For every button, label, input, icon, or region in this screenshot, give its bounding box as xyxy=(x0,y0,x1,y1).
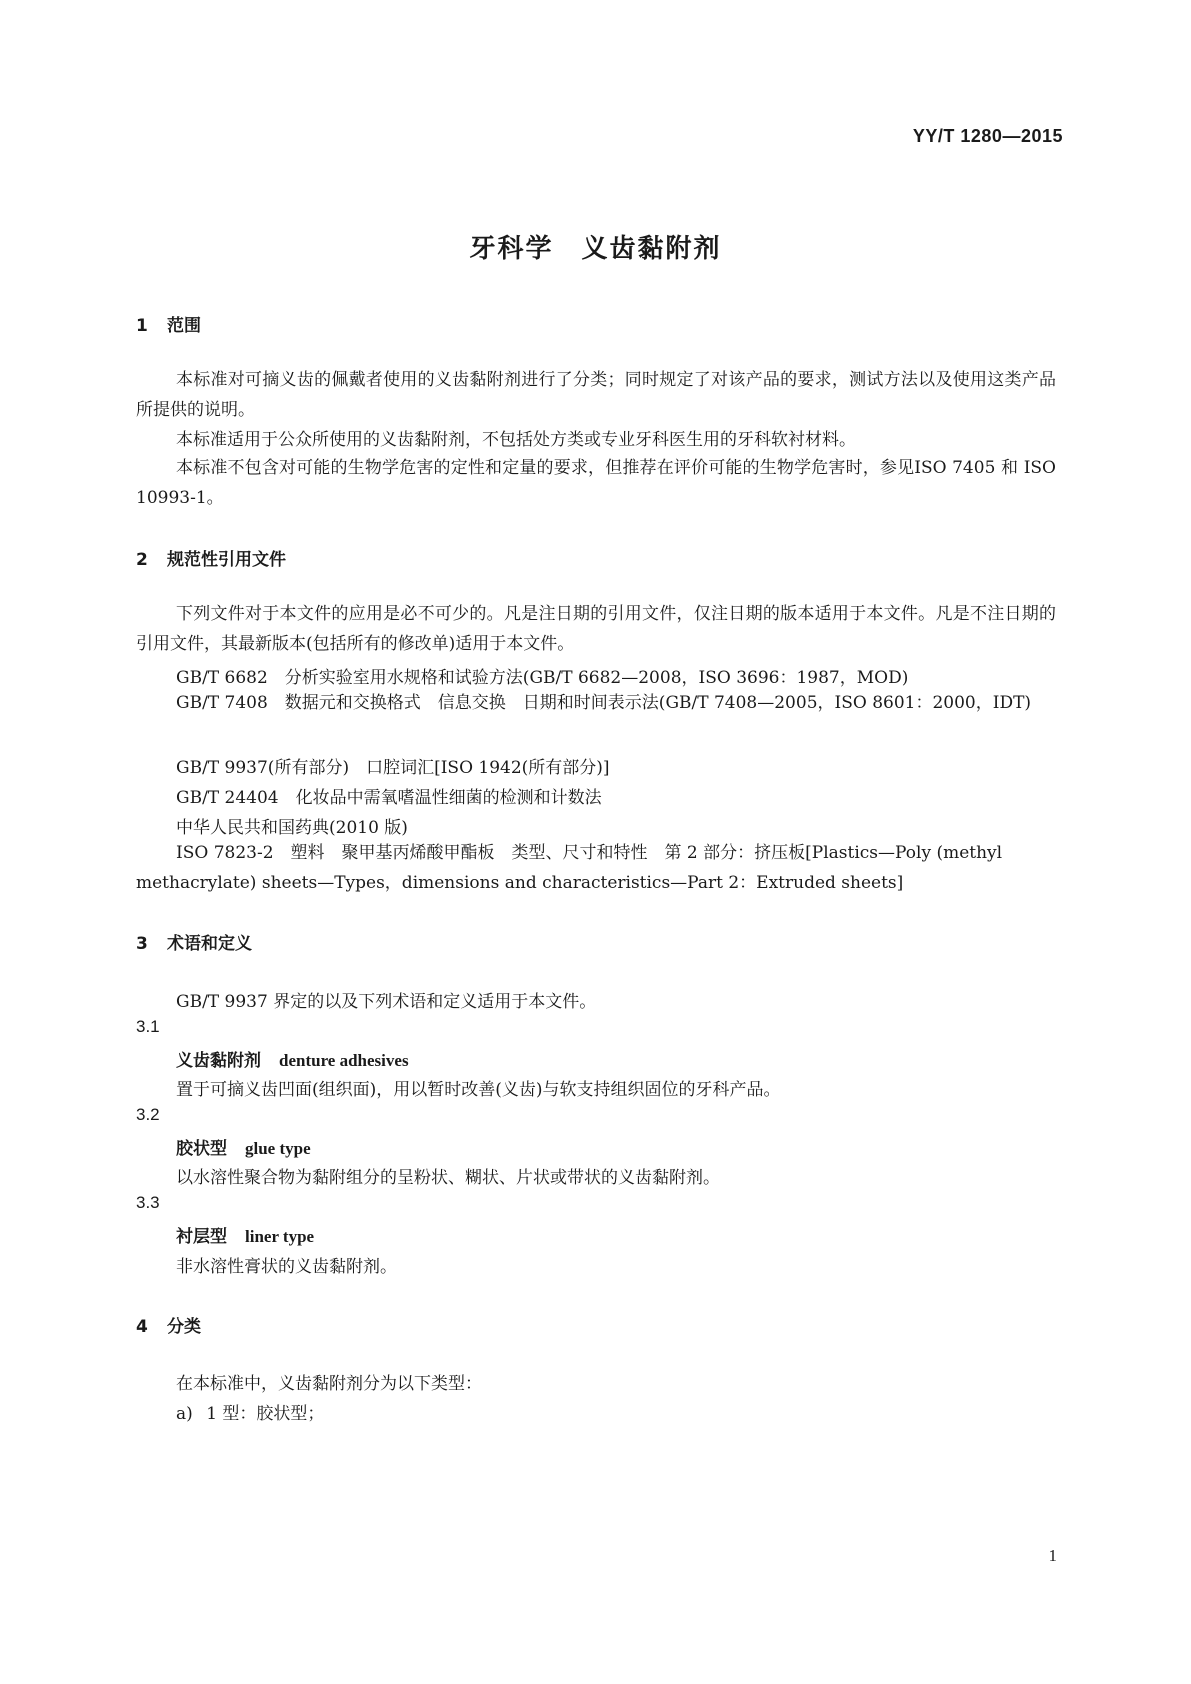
list-item-text: 1 型：胶状型； xyxy=(206,1404,325,1424)
section-3-heading xyxy=(136,929,252,954)
standard-code: YY/T 1280—2015 xyxy=(912,126,1063,146)
section-1-heading xyxy=(136,311,201,336)
term-name xyxy=(176,1046,409,1071)
term-name-en: glue type xyxy=(245,1139,311,1158)
section-1-para-1: 本标准对可摘义齿的佩戴者使用的义齿黏附剂进行了分类；同时规定了对该产品的要求，测试方法以及使用这类产品所提供的说明。 xyxy=(136,370,1056,420)
reference-iso-7823-2: ISO 7823-2 塑料 聚甲基丙烯酸甲酯板 类型、尺寸和特性 第 2 部分：挤压板[Plastics—Poly (methyl methacrylate) sheets—Types，dimensions and characteristics—Part 2：Extruded sheets] xyxy=(136,843,1003,893)
term-definition: 非水溶性膏状的义齿黏附剂。 xyxy=(176,1257,397,1277)
reference-gbt-6682: GB/T 6682 分析实验室用水规格和试验方法(GB/T 6682—2008，ISO 3696：1987，MOD) xyxy=(176,668,909,688)
term-name-zh: 义齿黏附剂 xyxy=(176,1051,261,1071)
term-name-en: denture adhesives xyxy=(279,1051,409,1070)
section-number: 3 xyxy=(136,934,148,954)
section-2-intro: 下列文件对于本文件的应用是必不可少的。凡是注日期的引用文件，仅注日期的版本适用于本文件。凡是不注日期的引用文件，其最新版本(包括所有的修改单)适用于本文件。 xyxy=(136,604,1056,654)
section-2-heading xyxy=(136,545,286,570)
term-name-zh: 衬层型 xyxy=(176,1227,227,1247)
section-4-heading xyxy=(136,1312,201,1337)
list-marker: a) xyxy=(176,1404,193,1424)
page-number: 1 xyxy=(1048,1546,1057,1565)
term-number: 3.2 xyxy=(136,1105,160,1124)
section-3-intro: GB/T 9937 界定的以及下列术语和定义适用于本文件。 xyxy=(176,992,597,1012)
term-name xyxy=(176,1134,311,1159)
section-number: 4 xyxy=(136,1317,148,1337)
reference-gbt-7408: GB/T 7408 数据元和交换格式 信息交换 日期和时间表示法(GB/T 7408—2005，ISO 8601：2000，IDT) xyxy=(176,693,1032,713)
section-1-para-2: 本标准适用于公众所使用的义齿黏附剂，不包括处方类或专业牙科医生用的牙科软衬材料。 xyxy=(176,430,856,450)
reference-gbt-9937: GB/T 9937(所有部分) 口腔词汇[ISO 1942(所有部分)] xyxy=(176,758,610,778)
section-title: 规范性引用文件 xyxy=(167,550,286,570)
term-number: 3.1 xyxy=(136,1017,160,1036)
term-name-en: liner type xyxy=(245,1227,315,1246)
section-number: 1 xyxy=(136,316,148,336)
section-title: 分类 xyxy=(167,1317,201,1337)
term-definition: 以水溶性聚合物为黏附组分的呈粉状、糊状、片状或带状的义齿黏附剂。 xyxy=(176,1168,720,1188)
section-title: 术语和定义 xyxy=(167,934,252,954)
section-4-intro: 在本标准中，义齿黏附剂分为以下类型： xyxy=(176,1374,482,1394)
reference-pharmacopoeia: 中华人民共和国药典(2010 版) xyxy=(176,818,408,838)
document-title: 牙科学 义齿黏附剂 xyxy=(469,234,722,264)
section-1-para-3: 本标准不包含对可能的生物学危害的定性和定量的要求，但推荐在评价可能的生物学危害时，参见ISO 7405 和 ISO 10993-1。 xyxy=(136,458,1056,508)
term-name-zh: 胶状型 xyxy=(176,1139,227,1159)
list-item xyxy=(176,1399,324,1424)
term-number: 3.3 xyxy=(136,1193,160,1212)
section-title: 范围 xyxy=(167,316,201,336)
reference-gbt-24404: GB/T 24404 化妆品中需氧嗜温性细菌的检测和计数法 xyxy=(176,788,602,808)
term-name xyxy=(176,1222,314,1247)
section-number: 2 xyxy=(136,550,148,570)
term-definition: 置于可摘义齿凹面(组织面)，用以暂时改善(义齿)与软支持组织固位的牙科产品。 xyxy=(176,1080,781,1100)
